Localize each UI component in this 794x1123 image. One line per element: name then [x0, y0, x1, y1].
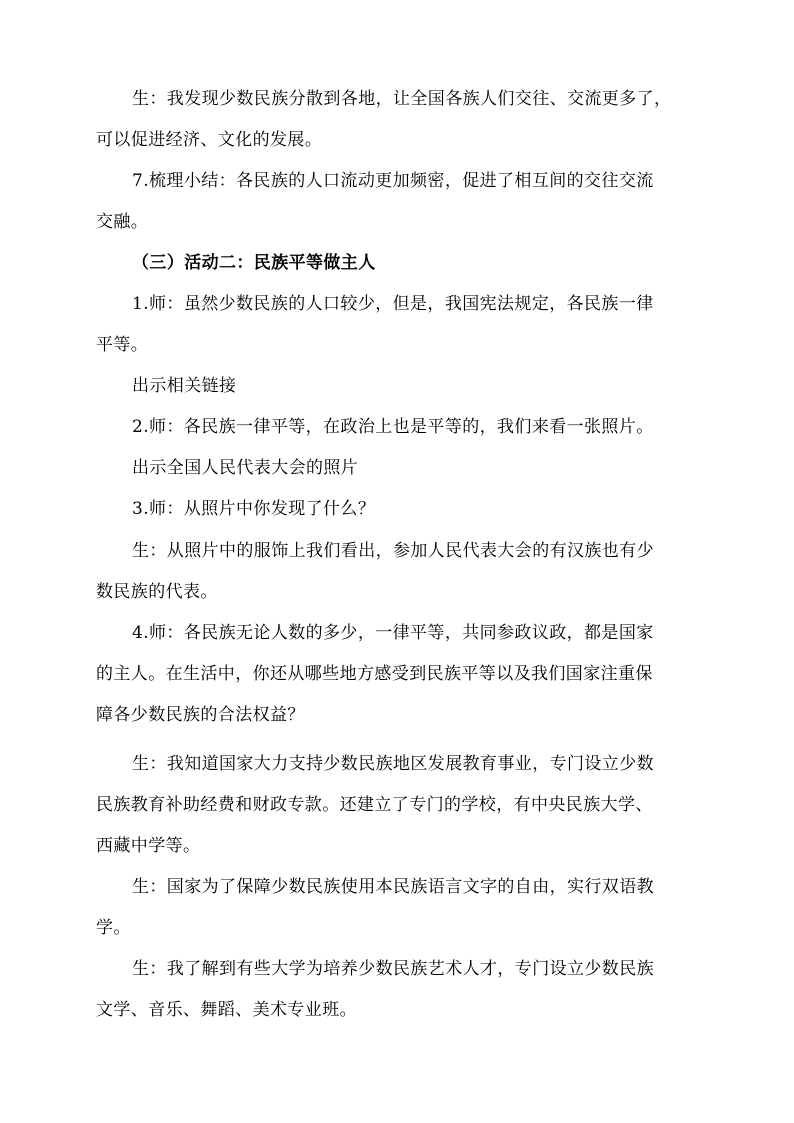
paragraph-line: 生：我了解到有些大学为培养少数民族艺术人才，专门设立少数民族	[132, 959, 654, 979]
paragraph-line: 生：从照片中的服饰上我们看出，参加人民代表大会的有汉族也有少	[132, 541, 654, 561]
paragraph-line: 生：我发现少数民族分散到各地，让全国各族人们交往、交流更多了，	[132, 89, 672, 109]
paragraph-line: 1.师：虽然少数民族的人口较少，但是，我国宪法规定，各民族一律	[132, 294, 654, 314]
paragraph-line: 2.师：各民族一律平等，在政治上也是平等的，我们来看一张照片。	[132, 417, 654, 437]
paragraph-line: 7.梳理小结：各民族的人口流动更加频密，促进了相互间的交往交流	[132, 171, 654, 191]
paragraph-line: 平等。	[96, 335, 149, 355]
paragraph-line: 出示相关链接	[132, 376, 237, 396]
paragraph-line: 出示全国人民代表大会的照片	[132, 458, 359, 478]
paragraph-line: 文学、音乐、舞蹈、美术专业班。	[96, 1000, 357, 1020]
paragraph-line: 3.师：从照片中你发现了什么？	[132, 499, 376, 519]
section-heading: （三）活动二：民族平等做主人	[132, 253, 376, 273]
paragraph-line: 数民族的代表。	[96, 582, 218, 602]
paragraph-line: 的主人。在生活中，你还从哪些地方感受到民族平等以及我们国家注重保	[96, 664, 653, 684]
paragraph-line: 生：国家为了保障少数民族使用本民族语言文字的自由，实行双语教	[132, 877, 654, 897]
paragraph-line: 障各少数民族的合法权益？	[96, 705, 305, 725]
paragraph-line: 西藏中学等。	[96, 836, 201, 856]
paragraph-line: 学。	[96, 918, 131, 938]
paragraph-line: 生：我知道国家大力支持少数民族地区发展教育事业，专门设立少数	[132, 754, 654, 774]
paragraph-line: 民族教育补助经费和财政专款。还建立了专门的学校，有中央民族大学、	[96, 795, 653, 815]
paragraph-line: 可以促进经济、文化的发展。	[96, 130, 323, 150]
paragraph-line: 交融。	[96, 212, 149, 232]
paragraph-line: 4.师：各民族无论人数的多少，一律平等，共同参政议政，都是国家	[132, 623, 654, 643]
